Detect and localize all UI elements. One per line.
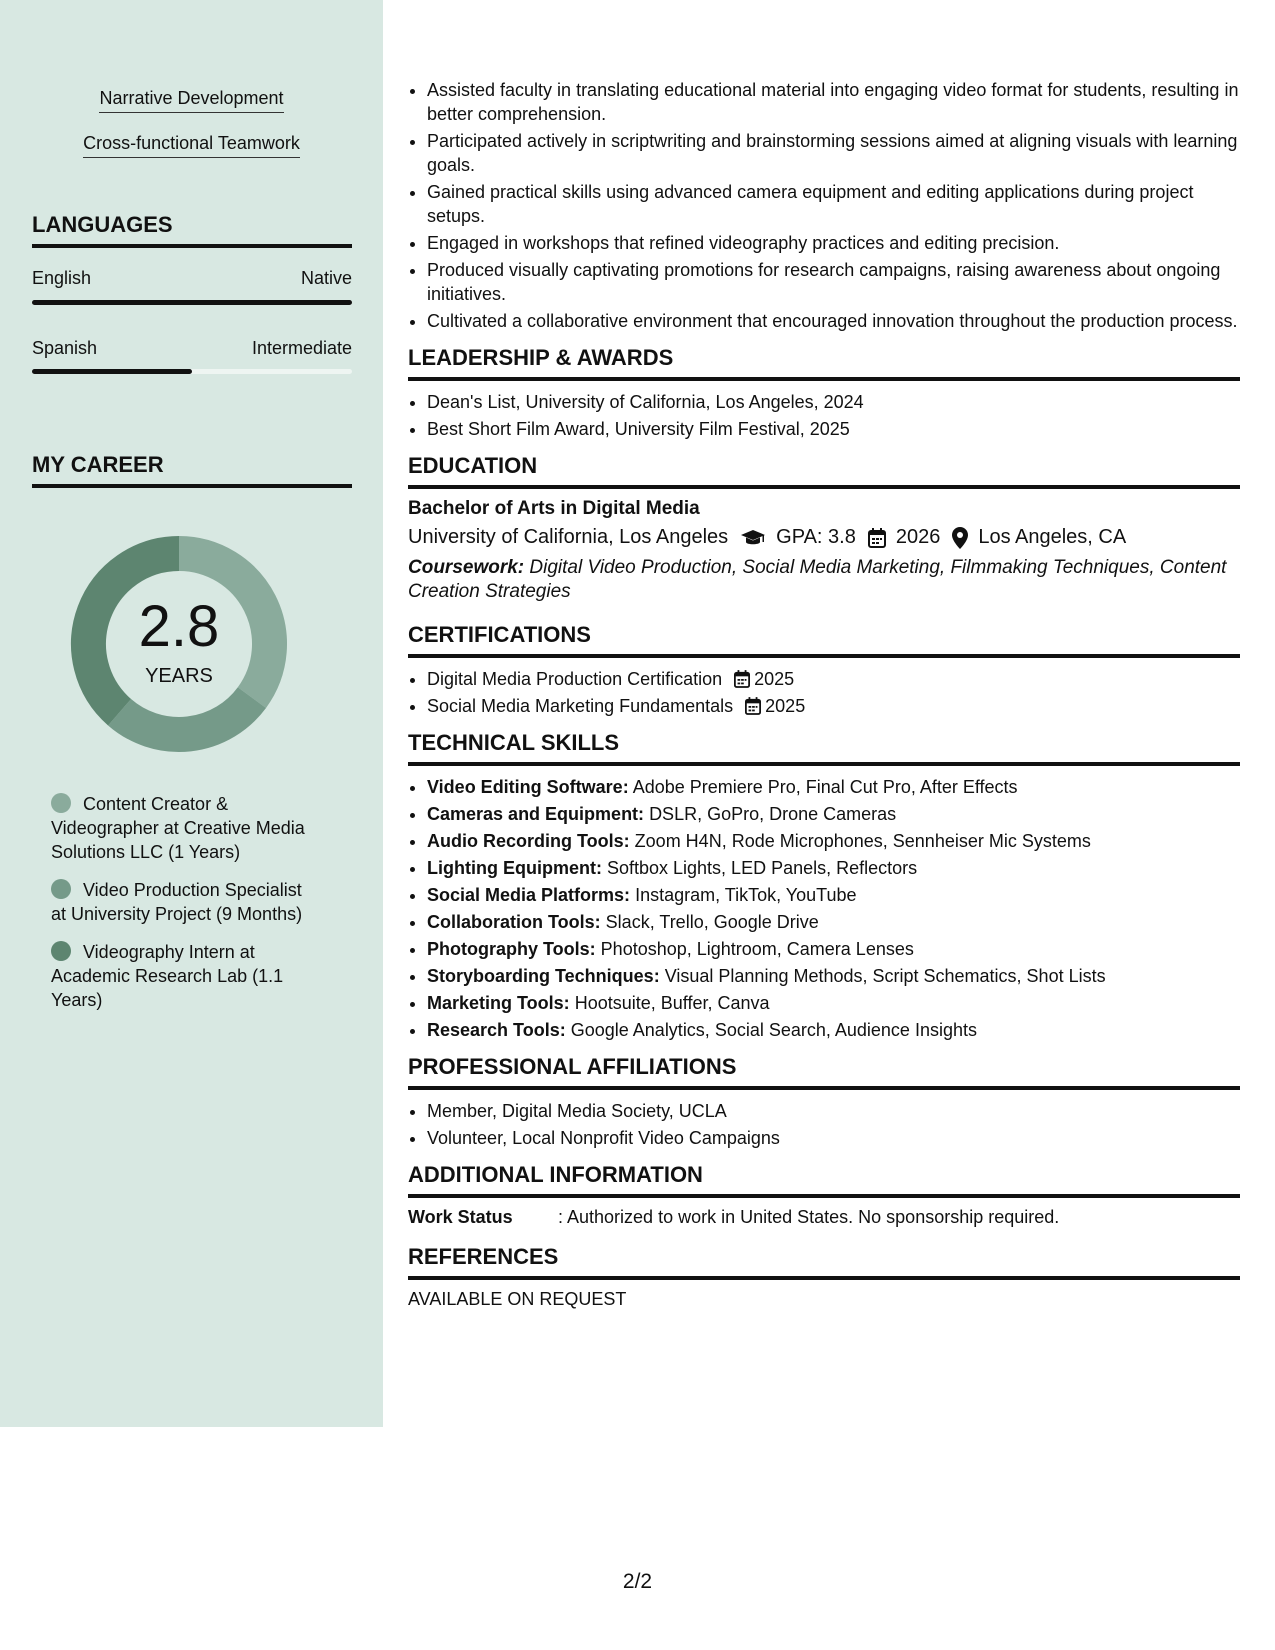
leadership-title: LEADERSHIP & AWARDS bbox=[408, 345, 1240, 381]
list-item: • Produced visually captivating promotions for research campaigns, raising awareness about ongoing initiatives. bbox=[427, 258, 1240, 306]
map-pin-icon bbox=[952, 527, 968, 549]
coursework bbox=[408, 556, 1240, 604]
gpa: GPA: 3.8 bbox=[776, 526, 856, 548]
technical-skills-title: TECHNICAL SKILLS bbox=[408, 730, 1240, 766]
list-item: • Audio Recording Tools: Zoom H4N, Rode Microphones, Sennheiser Mic Systems bbox=[427, 829, 1240, 853]
calendar-icon bbox=[745, 697, 761, 715]
skill-tag: Cross-functional Teamwork bbox=[0, 133, 383, 158]
graduation-year: 2026 bbox=[895, 526, 941, 548]
career-heading: MY CAREER bbox=[32, 452, 352, 488]
certifications-title: CERTIFICATIONS bbox=[408, 622, 1240, 658]
work-status-value: : Authorized to work in United States. No sponsorship required. bbox=[558, 1207, 1060, 1227]
additional-info-title: ADDITIONAL INFORMATION bbox=[408, 1162, 1240, 1198]
list-item: • Member, Digital Media Society, UCLA bbox=[427, 1099, 1240, 1123]
list-item bbox=[427, 694, 1240, 718]
education-title: EDUCATION bbox=[408, 453, 1240, 489]
career-total-value: 2.8 bbox=[138, 594, 220, 659]
language-row bbox=[32, 268, 352, 289]
career-total-unit: YEARS bbox=[145, 665, 213, 687]
list-item: • Dean's List, University of California, Los Angeles, 2024 bbox=[427, 390, 1240, 414]
page-number: 2/2 bbox=[622, 1570, 653, 1593]
list-item: • Storyboarding Techniques: Visual Planning Methods, Script Schematics, Shot Lists bbox=[427, 964, 1240, 988]
language-name: English bbox=[32, 268, 92, 288]
career-legend-item: Video Production Specialist at University Project (9 Months) bbox=[51, 880, 303, 924]
language-row bbox=[32, 338, 352, 359]
language-proficiency-bar bbox=[32, 300, 352, 305]
list-item: • Cultivated a collaborative environment that encouraged innovation throughout the production process. bbox=[427, 309, 1240, 333]
work-status-row bbox=[408, 1207, 1240, 1228]
work-status-label: Work Status bbox=[408, 1207, 513, 1227]
skill-tag: Narrative Development bbox=[0, 88, 383, 113]
certification-year: 2025 bbox=[754, 669, 795, 689]
affiliations-list bbox=[408, 1099, 1240, 1150]
references-text: AVAILABLE ON REQUEST bbox=[408, 1289, 627, 1309]
list-item: • Cameras and Equipment: DSLR, GoPro, Drone Cameras bbox=[427, 802, 1240, 826]
list-item: • Engaged in workshops that refined videography practices and editing precision. bbox=[427, 231, 1240, 255]
languages-heading: LANGUAGES bbox=[32, 212, 352, 248]
leadership-list bbox=[408, 390, 1240, 441]
list-item: • Volunteer, Local Nonprofit Video Campaigns bbox=[427, 1126, 1240, 1150]
experience-bullets bbox=[408, 78, 1240, 333]
sidebar bbox=[0, 0, 383, 1427]
career-legend-item: Videography Intern at Academic Research Lab (1.1 Years) bbox=[51, 942, 284, 1010]
legend-dot bbox=[51, 941, 71, 961]
technical-skills-list bbox=[408, 775, 1240, 1042]
certification-name: • Digital Media Production Certification bbox=[427, 669, 723, 689]
list-item: • Best Short Film Award, University Film Festival, 2025 bbox=[427, 417, 1240, 441]
calendar-icon bbox=[734, 670, 750, 688]
coursework-label: Coursework: bbox=[408, 557, 525, 578]
list-item: • Collaboration Tools: Slack, Trello, Google Drive bbox=[427, 910, 1240, 934]
language-level: Intermediate bbox=[251, 338, 352, 358]
legend-dot bbox=[51, 793, 71, 813]
list-item: • Photography Tools: Photoshop, Lightroom, Camera Lenses bbox=[427, 937, 1240, 961]
school-name: University of California, Los Angeles bbox=[408, 526, 729, 548]
list-item: • Lighting Equipment: Softbox Lights, LED Panels, Reflectors bbox=[427, 856, 1240, 880]
calendar-icon bbox=[868, 528, 886, 548]
list-item: • Gained practical skills using advanced camera equipment and editing applications during project setups. bbox=[427, 180, 1240, 228]
education-details bbox=[408, 526, 1240, 549]
certifications-list bbox=[408, 667, 1240, 718]
language-level: Native bbox=[300, 268, 352, 288]
references-title: REFERENCES bbox=[408, 1244, 1240, 1280]
donut-slice bbox=[120, 698, 252, 735]
certification-year: 2025 bbox=[765, 696, 806, 716]
certification-name: • Social Media Marketing Fundamentals bbox=[427, 696, 734, 716]
career-legend-item: Content Creator & Videographer at Creative Media Solutions LLC (1 Years) bbox=[51, 794, 305, 862]
language-name: Spanish bbox=[32, 338, 98, 358]
graduation-cap-icon bbox=[740, 529, 766, 547]
list-item: • Marketing Tools: Hootsuite, Buffer, Canva bbox=[427, 991, 1240, 1015]
list-item bbox=[427, 667, 1240, 691]
list-item: • Participated actively in scriptwriting and brainstorming sessions aimed at aligning visuals with learning goals. bbox=[427, 129, 1240, 177]
school-location: Los Angeles, CA bbox=[978, 526, 1127, 548]
degree-title: Bachelor of Arts in Digital Media bbox=[408, 498, 700, 519]
coursework-text: Digital Video Production, Social Media Marketing, Filmmaking Techniques, Content Creation Strategies bbox=[408, 557, 1227, 602]
list-item: • Video Editing Software: Adobe Premiere Pro, Final Cut Pro, After Effects bbox=[427, 775, 1240, 799]
legend-dot bbox=[51, 879, 71, 899]
language-proficiency-bar bbox=[32, 369, 352, 374]
list-item: • Assisted faculty in translating educational material into engaging video format for students, resulting in better comprehension. bbox=[427, 78, 1240, 126]
main-content bbox=[408, 78, 1240, 1310]
affiliations-title: PROFESSIONAL AFFILIATIONS bbox=[408, 1054, 1240, 1090]
list-item: • Research Tools: Google Analytics, Social Search, Audience Insights bbox=[427, 1018, 1240, 1042]
list-item: • Social Media Platforms: Instagram, TikTok, YouTube bbox=[427, 883, 1240, 907]
